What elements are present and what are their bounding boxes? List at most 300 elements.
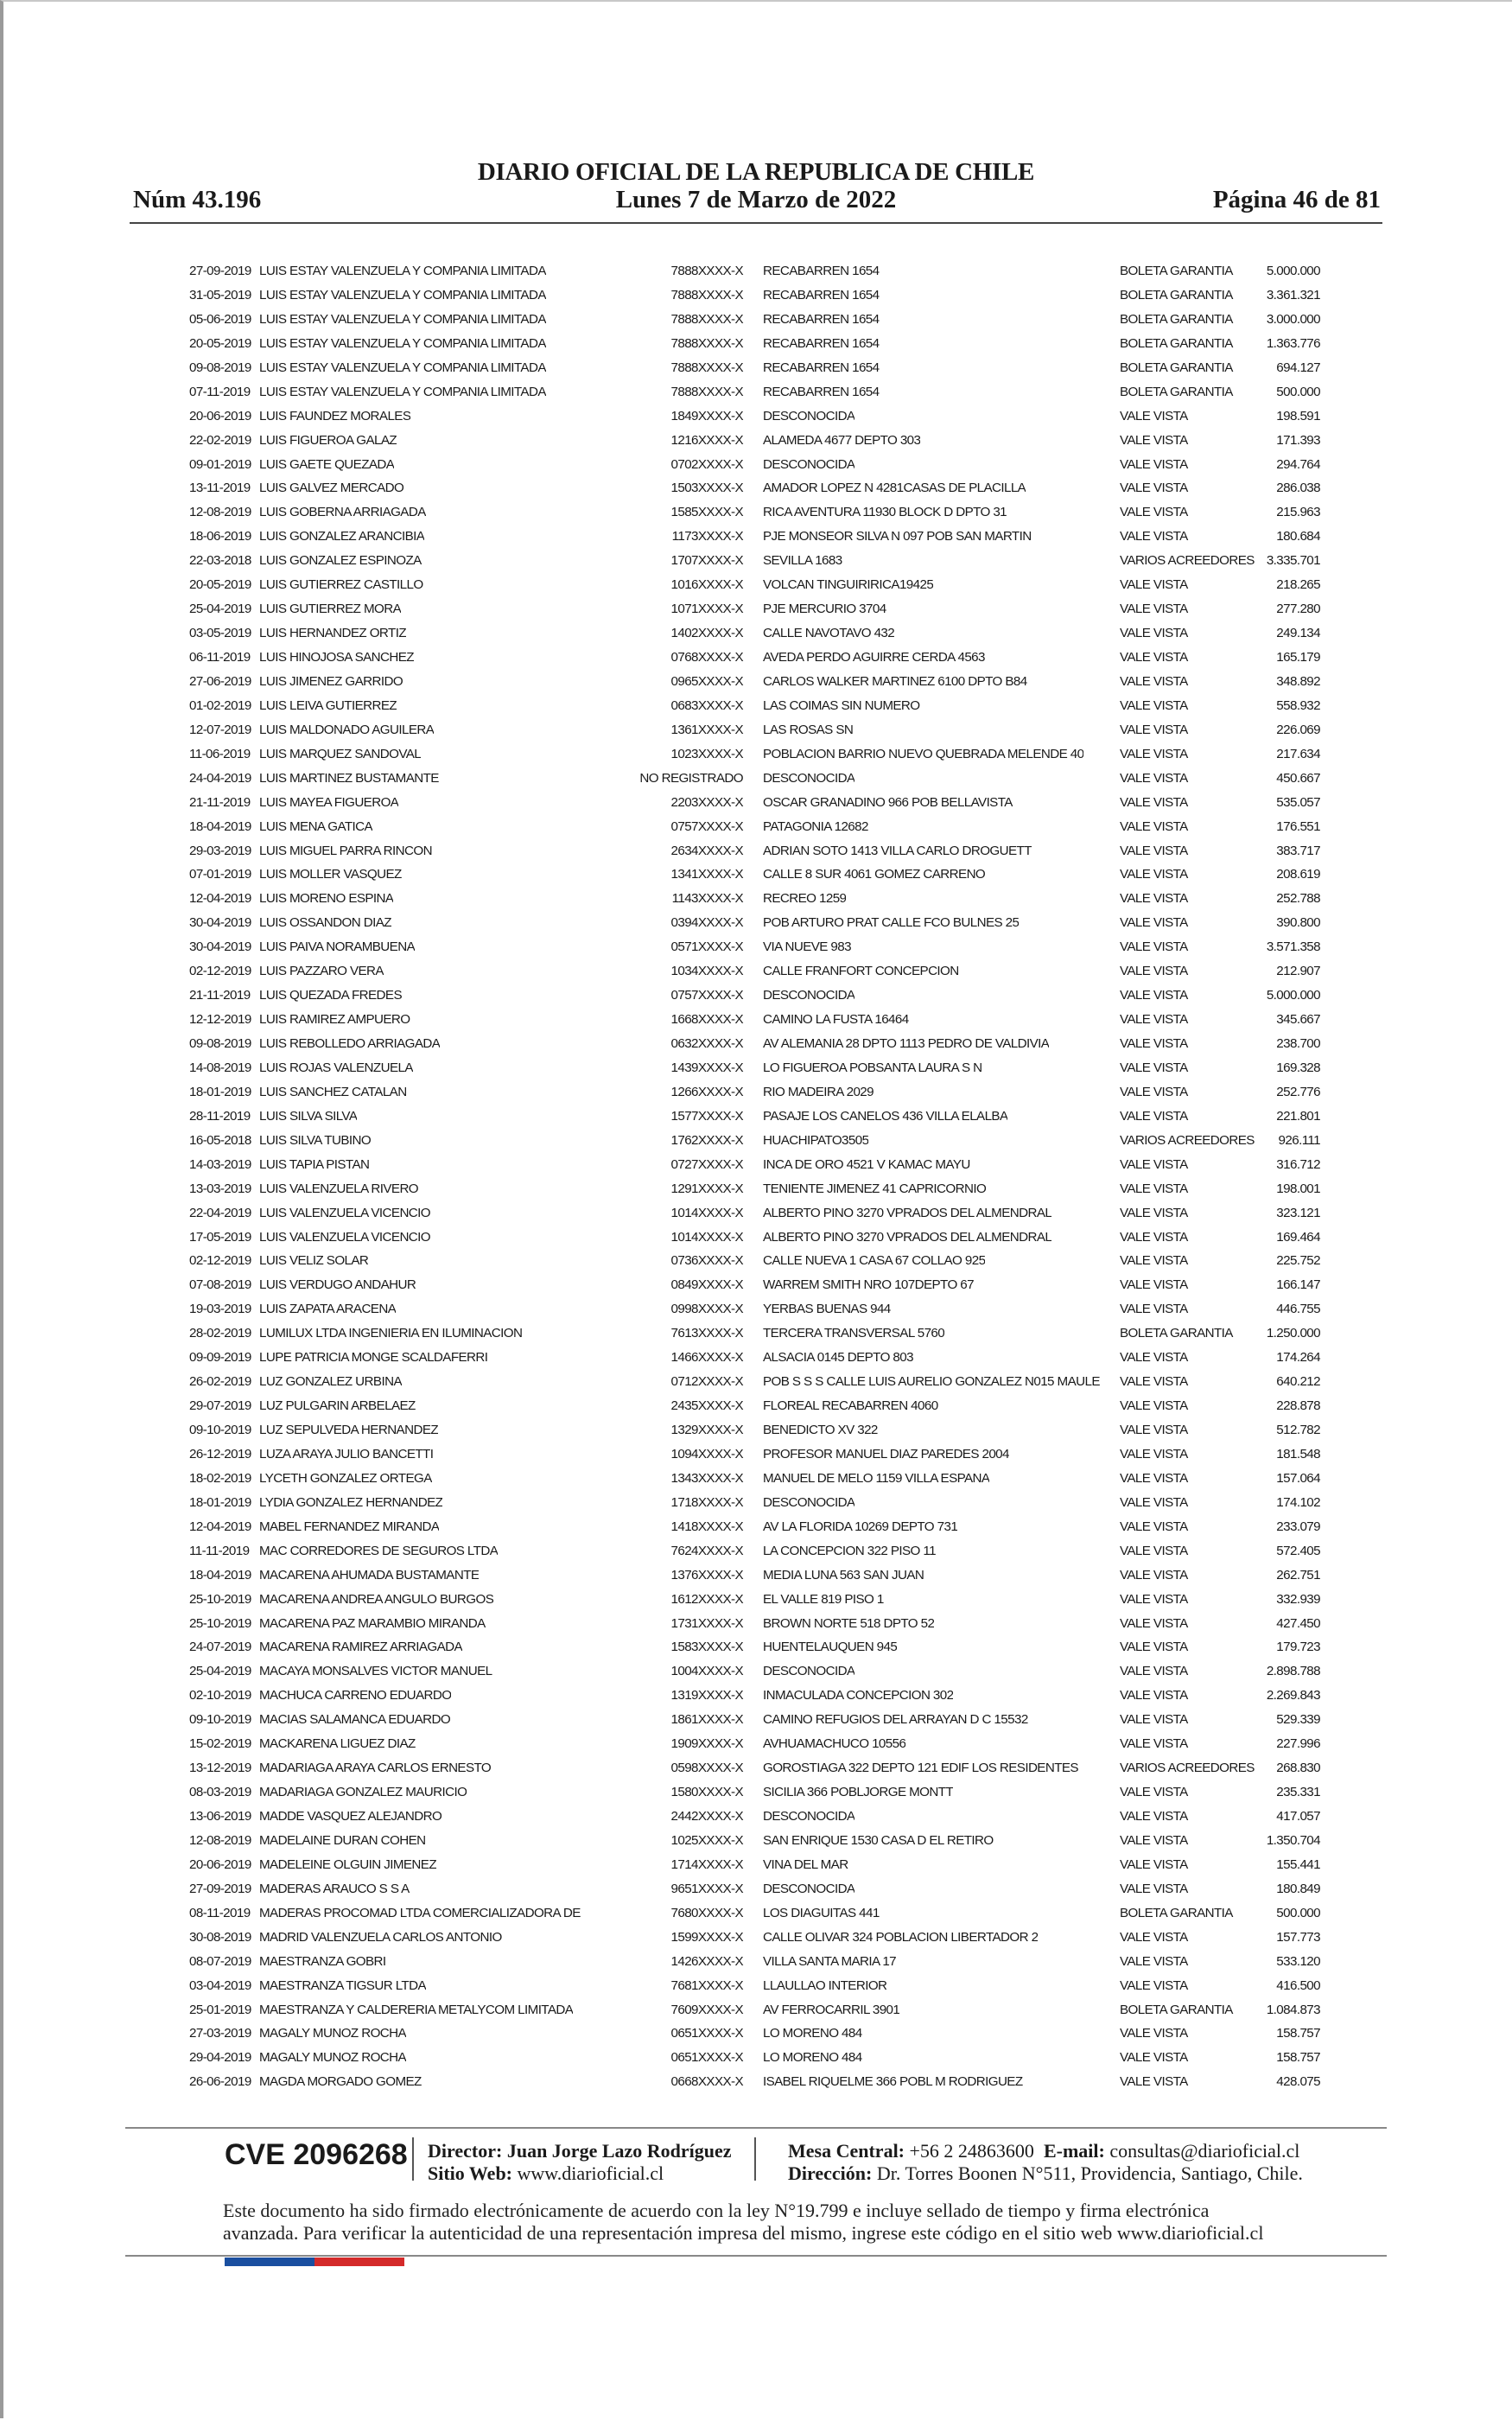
table-row bbox=[0, 1297, 1512, 1321]
record-rut: 1291XXXX-X bbox=[670, 1181, 743, 1196]
record-date: 07-08-2019 bbox=[189, 1277, 251, 1293]
table-row bbox=[0, 453, 1512, 477]
record-type: VALE VISTA bbox=[1120, 1036, 1188, 1051]
record-amount: 215.963 bbox=[1276, 505, 1320, 520]
page-indicator: Página 46 de 81 bbox=[1212, 186, 1381, 213]
table-row bbox=[0, 1249, 1512, 1273]
record-type: VALE VISTA bbox=[1120, 1302, 1188, 1317]
record-amount: 225.752 bbox=[1276, 1253, 1320, 1269]
record-date: 12-07-2019 bbox=[189, 722, 251, 737]
record-type: BOLETA GARANTIA bbox=[1120, 335, 1233, 351]
record-name: LUMILUX LTDA INGENIERIA EN ILUMINACION bbox=[259, 1326, 523, 1341]
table-row bbox=[0, 1635, 1512, 1659]
record-type: VALE VISTA bbox=[1120, 1229, 1188, 1245]
record-amount: 5.000.000 bbox=[1266, 988, 1320, 1003]
record-rut: 7680XXXX-X bbox=[670, 1905, 743, 1920]
record-name: LUIS TAPIA PISTAN bbox=[259, 1156, 370, 1172]
mesa-phone: +56 2 24863600 bbox=[909, 2140, 1034, 2162]
record-date: 25-10-2019 bbox=[189, 1615, 251, 1631]
record-address: DESCONOCIDA bbox=[763, 988, 855, 1003]
table-row bbox=[0, 935, 1512, 959]
record-name: MACARENA ANDREA ANGULO BURGOS bbox=[259, 1591, 494, 1607]
record-rut: 1503XXXX-X bbox=[670, 481, 743, 496]
record-date: 07-11-2019 bbox=[189, 384, 251, 399]
record-name: LUZ GONZALEZ URBINA bbox=[259, 1374, 402, 1390]
record-date: 12-04-2019 bbox=[189, 891, 251, 907]
record-name: LUIS SANCHEZ CATALAN bbox=[259, 1084, 407, 1099]
record-amount: 169.464 bbox=[1276, 1229, 1320, 1245]
record-amount: 277.280 bbox=[1276, 602, 1320, 617]
record-name: LUIS HINOJOSA SANCHEZ bbox=[259, 650, 414, 665]
table-row bbox=[0, 1926, 1512, 1950]
record-address: LO FIGUEROA POBSANTA LAURA S N bbox=[763, 1060, 982, 1075]
record-date: 09-01-2019 bbox=[189, 456, 251, 472]
record-rut: 1849XXXX-X bbox=[670, 408, 743, 424]
record-type: VALE VISTA bbox=[1120, 867, 1188, 882]
record-date: 18-01-2019 bbox=[189, 1494, 251, 1510]
record-name: LUIS GUTIERREZ MORA bbox=[259, 602, 402, 617]
record-name: LUIS FIGUEROA GALAZ bbox=[259, 432, 397, 448]
record-date: 31-05-2019 bbox=[189, 287, 251, 302]
record-rut: 1173XXXX-X bbox=[671, 529, 743, 544]
record-address: ALBERTO PINO 3270 VPRADOS DEL ALMENDRAL bbox=[763, 1205, 1052, 1220]
record-address: LAS ROSAS SN bbox=[763, 722, 854, 737]
record-amount: 450.667 bbox=[1276, 770, 1320, 786]
record-name: MADDE VASQUEZ ALEJANDRO bbox=[259, 1809, 442, 1824]
table-row bbox=[0, 1829, 1512, 1853]
record-rut: 1361XXXX-X bbox=[670, 722, 743, 737]
record-date: 09-10-2019 bbox=[189, 1712, 251, 1728]
site-link[interactable]: www.diarioficial.cl bbox=[517, 2162, 664, 2184]
record-name: LUIS ESTAY VALENZUELA Y COMPANIA LIMITADA bbox=[259, 287, 546, 302]
record-address: POBLACION BARRIO NUEVO QUEBRADA MELENDE 40 bbox=[763, 746, 1084, 761]
issue-number: Núm 43.196 bbox=[133, 186, 262, 213]
record-amount: 176.551 bbox=[1276, 818, 1320, 834]
record-address: POB ARTURO PRAT CALLE FCO BULNES 25 bbox=[763, 915, 1020, 931]
table-row bbox=[0, 1805, 1512, 1829]
record-name: LUIS GONZALEZ ESPINOZA bbox=[259, 553, 422, 569]
record-type: VALE VISTA bbox=[1120, 1519, 1188, 1534]
record-type: VALE VISTA bbox=[1120, 843, 1188, 858]
record-amount: 529.339 bbox=[1276, 1712, 1320, 1728]
record-amount: 221.801 bbox=[1276, 1108, 1320, 1124]
record-type: VALE VISTA bbox=[1120, 1398, 1188, 1414]
record-amount: 227.996 bbox=[1276, 1736, 1320, 1752]
record-date: 21-11-2019 bbox=[189, 794, 251, 810]
record-name: LUIS GALVEZ MERCADO bbox=[259, 481, 404, 496]
table-row bbox=[0, 1201, 1512, 1226]
record-name: LUIS VALENZUELA VICENCIO bbox=[259, 1229, 431, 1245]
record-rut: 0394XXXX-X bbox=[670, 915, 743, 931]
record-amount: 383.717 bbox=[1276, 843, 1320, 858]
record-amount: 157.773 bbox=[1276, 1929, 1320, 1945]
record-address: HUACHIPATO3505 bbox=[763, 1132, 869, 1148]
record-date: 18-01-2019 bbox=[189, 1084, 251, 1099]
record-name: MADELEINE OLGUIN JIMENEZ bbox=[259, 1856, 437, 1872]
record-type: BOLETA GARANTIA bbox=[1120, 1905, 1233, 1920]
mesa-label: Mesa Central: bbox=[788, 2140, 905, 2162]
record-amount: 345.667 bbox=[1276, 1012, 1320, 1028]
record-date: 18-04-2019 bbox=[189, 818, 251, 834]
record-name: LUPE PATRICIA MONGE SCALDAFERRI bbox=[259, 1350, 488, 1366]
record-rut: 1343XXXX-X bbox=[670, 1470, 743, 1486]
record-amount: 390.800 bbox=[1276, 915, 1320, 931]
record-date: 11-11-2019 bbox=[189, 1543, 250, 1558]
record-rut: 7888XXXX-X bbox=[670, 360, 743, 375]
record-date: 09-08-2019 bbox=[189, 1036, 251, 1051]
record-address: INMACULADA CONCEPCION 302 bbox=[763, 1688, 954, 1704]
record-address: RECABARREN 1654 bbox=[763, 360, 880, 375]
record-rut: 1731XXXX-X bbox=[670, 1615, 743, 1631]
record-rut: 1376XXXX-X bbox=[670, 1567, 743, 1583]
record-rut: 1762XXXX-X bbox=[670, 1132, 743, 1148]
table-row bbox=[0, 2022, 1512, 2046]
record-address: DESCONOCIDA bbox=[763, 1664, 855, 1679]
record-date: 08-03-2019 bbox=[189, 1785, 251, 1800]
record-rut: 2435XXXX-X bbox=[670, 1398, 743, 1414]
record-rut: 0702XXXX-X bbox=[670, 456, 743, 472]
record-name: LUIS PAZZARO VERA bbox=[259, 964, 384, 979]
record-type: VALE VISTA bbox=[1120, 1785, 1188, 1800]
table-row bbox=[0, 1491, 1512, 1515]
record-type: VALE VISTA bbox=[1120, 408, 1188, 424]
record-type: VALE VISTA bbox=[1120, 746, 1188, 761]
record-name: MABEL FERNANDEZ MIRANDA bbox=[259, 1519, 440, 1534]
records-table bbox=[0, 259, 1512, 2094]
record-rut: 1319XXXX-X bbox=[670, 1688, 743, 1704]
record-date: 01-02-2019 bbox=[189, 697, 251, 713]
record-date: 28-11-2019 bbox=[189, 1108, 251, 1124]
legal-line: Este documento ha sido firmado electrónicamente de acuerdo con la ley N°19.799 e incluye sellado de tiempo y firma electrónica bbox=[223, 2200, 1210, 2221]
table-row bbox=[0, 1056, 1512, 1080]
record-date: 27-09-2019 bbox=[189, 1881, 251, 1896]
record-rut: 1583XXXX-X bbox=[670, 1640, 743, 1655]
record-type: VALE VISTA bbox=[1120, 818, 1188, 834]
record-address: VILLA SANTA MARIA 17 bbox=[763, 1953, 897, 1969]
publication-date: Lunes 7 de Marzo de 2022 bbox=[615, 186, 897, 213]
record-name: MADERAS PROCOMAD LTDA COMERCIALIZADORA DE bbox=[259, 1905, 581, 1920]
record-rut: 1909XXXX-X bbox=[670, 1736, 743, 1752]
footer-separator bbox=[754, 2137, 756, 2181]
record-address: AV FERROCARRIL 3901 bbox=[763, 2002, 900, 2017]
table-row bbox=[0, 1177, 1512, 1201]
record-rut: 1439XXXX-X bbox=[670, 1060, 743, 1075]
email-link[interactable]: consultas@diarioficial.cl bbox=[1109, 2140, 1300, 2162]
record-address: CALLE NAVOTAVO 432 bbox=[763, 626, 895, 641]
record-amount: 294.764 bbox=[1276, 456, 1320, 472]
record-type: BOLETA GARANTIA bbox=[1120, 384, 1233, 399]
table-row bbox=[0, 1153, 1512, 1177]
record-date: 21-11-2019 bbox=[189, 988, 251, 1003]
record-name: LUIS MIGUEL PARRA RINCON bbox=[259, 843, 432, 858]
record-date: 15-02-2019 bbox=[189, 1736, 251, 1752]
record-rut: 7624XXXX-X bbox=[670, 1543, 743, 1558]
legal-notice bbox=[223, 2200, 1294, 2245]
record-amount: 226.069 bbox=[1276, 722, 1320, 737]
table-row bbox=[0, 1467, 1512, 1491]
table-row bbox=[0, 839, 1512, 863]
record-name: LUIS SILVA SILVA bbox=[259, 1108, 358, 1124]
record-rut: 1707XXXX-X bbox=[670, 553, 743, 569]
record-amount: 198.591 bbox=[1276, 408, 1320, 424]
record-rut: 1612XXXX-X bbox=[670, 1591, 743, 1607]
record-type: VALE VISTA bbox=[1120, 602, 1188, 617]
record-amount: 180.849 bbox=[1276, 1881, 1320, 1896]
record-amount: 428.075 bbox=[1276, 2074, 1320, 2090]
record-amount: 535.057 bbox=[1276, 794, 1320, 810]
record-amount: 3.361.321 bbox=[1266, 287, 1320, 302]
table-row bbox=[0, 694, 1512, 718]
record-rut: 2442XXXX-X bbox=[670, 1809, 743, 1824]
record-rut: 0712XXXX-X bbox=[670, 1374, 743, 1390]
record-rut: NO REGISTRADO bbox=[639, 770, 743, 786]
record-amount: 155.441 bbox=[1276, 1856, 1320, 1872]
record-name: LUIS ESTAY VALENZUELA Y COMPANIA LIMITADA bbox=[259, 335, 546, 351]
record-rut: 1580XXXX-X bbox=[670, 1785, 743, 1800]
record-name: MAGDA MORGADO GOMEZ bbox=[259, 2074, 422, 2090]
record-date: 18-06-2019 bbox=[189, 529, 251, 544]
record-date: 27-06-2019 bbox=[189, 673, 251, 689]
record-type: VALE VISTA bbox=[1120, 794, 1188, 810]
record-type: VALE VISTA bbox=[1120, 1084, 1188, 1099]
record-rut: 1426XXXX-X bbox=[670, 1953, 743, 1969]
record-rut: 1418XXXX-X bbox=[670, 1519, 743, 1534]
record-rut: 1718XXXX-X bbox=[670, 1494, 743, 1510]
record-name: LUIS MARQUEZ SANDOVAL bbox=[259, 746, 422, 761]
table-row bbox=[0, 1853, 1512, 1877]
record-name: MADELAINE DURAN COHEN bbox=[259, 1832, 426, 1848]
record-address: LO MORENO 484 bbox=[763, 2050, 862, 2066]
record-address: VIA NUEVE 983 bbox=[763, 939, 851, 955]
record-type: VALE VISTA bbox=[1120, 673, 1188, 689]
flag-stripe bbox=[225, 2258, 404, 2266]
record-name: LUIS ZAPATA ARACENA bbox=[259, 1302, 397, 1317]
record-amount: 500.000 bbox=[1276, 1905, 1320, 1920]
table-row bbox=[0, 1321, 1512, 1346]
record-name: LUIS RAMIREZ AMPUERO bbox=[259, 1012, 410, 1028]
record-name: MACIAS SALAMANCA EDUARDO bbox=[259, 1712, 451, 1728]
footer-divider-top bbox=[125, 2127, 1387, 2129]
record-type: VALE VISTA bbox=[1120, 1181, 1188, 1196]
record-name: LUIS ESTAY VALENZUELA Y COMPANIA LIMITADA bbox=[259, 264, 546, 278]
record-type: VALE VISTA bbox=[1120, 1688, 1188, 1704]
record-address: DESCONOCIDA bbox=[763, 456, 855, 472]
record-address: LA CONCEPCION 322 PISO 11 bbox=[763, 1543, 936, 1558]
record-date: 24-07-2019 bbox=[189, 1640, 251, 1655]
record-date: 20-05-2019 bbox=[189, 335, 251, 351]
table-row bbox=[0, 1515, 1512, 1539]
table-row bbox=[0, 959, 1512, 984]
record-address: ADRIAN SOTO 1413 VILLA CARLO DROGUETT bbox=[763, 843, 1032, 858]
record-type: BOLETA GARANTIA bbox=[1120, 360, 1233, 375]
record-type: VALE VISTA bbox=[1120, 577, 1188, 593]
record-date: 20-05-2019 bbox=[189, 577, 251, 593]
record-name: LUIS QUEZADA FREDES bbox=[259, 988, 402, 1003]
record-rut: 1034XXXX-X bbox=[670, 964, 743, 979]
publication-title: DIARIO OFICIAL DE LA REPUBLICA DE CHILE bbox=[477, 158, 1035, 186]
record-type: VALE VISTA bbox=[1120, 626, 1188, 641]
record-rut: 1143XXXX-X bbox=[671, 891, 743, 907]
record-type: VALE VISTA bbox=[1120, 1446, 1188, 1462]
record-name: MACARENA RAMIREZ ARRIAGADA bbox=[259, 1640, 463, 1655]
record-rut: 1014XXXX-X bbox=[670, 1229, 743, 1245]
record-name: MADERAS ARAUCO S S A bbox=[259, 1881, 410, 1896]
record-date: 20-06-2019 bbox=[189, 408, 251, 424]
record-amount: 217.634 bbox=[1276, 746, 1320, 761]
record-address: HUENTELAUQUEN 945 bbox=[763, 1640, 898, 1655]
record-name: LUIS HERNANDEZ ORTIZ bbox=[259, 626, 406, 641]
record-date: 19-03-2019 bbox=[189, 1302, 251, 1317]
record-address: AVHUAMACHUCO 10556 bbox=[763, 1736, 906, 1752]
record-rut: 1402XXXX-X bbox=[670, 626, 743, 641]
record-amount: 171.393 bbox=[1276, 432, 1320, 448]
record-rut: 0571XXXX-X bbox=[670, 939, 743, 955]
record-date: 12-12-2019 bbox=[189, 1012, 251, 1028]
record-type: VALE VISTA bbox=[1120, 1277, 1188, 1293]
record-name: LUIS VELIZ SOLAR bbox=[259, 1253, 369, 1269]
record-type: BOLETA GARANTIA bbox=[1120, 287, 1233, 302]
record-type: VALE VISTA bbox=[1120, 1350, 1188, 1366]
table-row bbox=[0, 308, 1512, 332]
table-row bbox=[0, 1612, 1512, 1636]
record-name: LUIS ESTAY VALENZUELA Y COMPANIA LIMITADA bbox=[259, 311, 546, 327]
table-row bbox=[0, 1877, 1512, 1901]
record-date: 12-08-2019 bbox=[189, 505, 251, 520]
record-date: 03-04-2019 bbox=[189, 1977, 251, 1993]
record-amount: 5.000.000 bbox=[1266, 264, 1320, 278]
record-type: VALE VISTA bbox=[1120, 891, 1188, 907]
record-rut: 1025XXXX-X bbox=[670, 1832, 743, 1848]
record-date: 25-04-2019 bbox=[189, 602, 251, 617]
record-date: 28-02-2019 bbox=[189, 1326, 251, 1341]
record-date: 25-04-2019 bbox=[189, 1664, 251, 1679]
record-amount: 238.700 bbox=[1276, 1036, 1320, 1051]
table-row bbox=[0, 1780, 1512, 1805]
record-address: RECABARREN 1654 bbox=[763, 335, 880, 351]
record-name: LUIS VALENZUELA RIVERO bbox=[259, 1181, 419, 1196]
record-type: VALE VISTA bbox=[1120, 988, 1188, 1003]
record-address: DESCONOCIDA bbox=[763, 408, 855, 424]
record-amount: 427.450 bbox=[1276, 1615, 1320, 1631]
record-date: 11-06-2019 bbox=[189, 746, 251, 761]
record-rut: 1023XXXX-X bbox=[670, 746, 743, 761]
record-date: 26-06-2019 bbox=[189, 2074, 251, 2090]
table-row bbox=[0, 1974, 1512, 1998]
table-row bbox=[0, 863, 1512, 887]
table-row bbox=[0, 1105, 1512, 1129]
record-amount: 694.127 bbox=[1276, 360, 1320, 375]
record-amount: 218.265 bbox=[1276, 577, 1320, 593]
table-row bbox=[0, 791, 1512, 815]
record-name: LUIS GAETE QUEZADA bbox=[259, 456, 395, 472]
record-address: AV ALEMANIA 28 DPTO 1113 PEDRO DE VALDIVIA bbox=[763, 1036, 1050, 1051]
record-amount: 512.782 bbox=[1276, 1423, 1320, 1437]
record-date: 14-03-2019 bbox=[189, 1156, 251, 1172]
record-date: 30-04-2019 bbox=[189, 915, 251, 931]
record-date: 29-07-2019 bbox=[189, 1398, 251, 1414]
table-row bbox=[0, 356, 1512, 380]
director-label: Director: bbox=[428, 2140, 503, 2162]
record-type: VALE VISTA bbox=[1120, 1736, 1188, 1752]
record-rut: 0849XXXX-X bbox=[670, 1277, 743, 1293]
record-address: EL VALLE 819 PISO 1 bbox=[763, 1591, 884, 1607]
record-address: DESCONOCIDA bbox=[763, 770, 855, 786]
record-date: 09-09-2019 bbox=[189, 1350, 251, 1366]
record-amount: 640.212 bbox=[1276, 1374, 1320, 1390]
record-address: GOROSTIAGA 322 DEPTO 121 EDIF LOS RESIDENTES bbox=[763, 1761, 1078, 1776]
record-amount: 1.250.000 bbox=[1266, 1326, 1320, 1341]
record-amount: 533.120 bbox=[1276, 1953, 1320, 1969]
record-name: LUIS MARTINEZ BUSTAMANTE bbox=[259, 770, 439, 786]
table-row bbox=[0, 1539, 1512, 1563]
record-date: 25-01-2019 bbox=[189, 2002, 251, 2017]
record-address: DESCONOCIDA bbox=[763, 1809, 855, 1824]
address-label: Dirección: bbox=[788, 2162, 873, 2184]
record-date: 26-02-2019 bbox=[189, 1374, 251, 1390]
record-rut: 0757XXXX-X bbox=[670, 818, 743, 834]
record-date: 29-03-2019 bbox=[189, 843, 251, 858]
record-name: LUZ PULGARIN ARBELAEZ bbox=[259, 1398, 416, 1414]
record-date: 09-08-2019 bbox=[189, 360, 251, 375]
record-date: 13-12-2019 bbox=[189, 1761, 251, 1776]
contact-block bbox=[788, 2140, 1303, 2185]
record-type: VALE VISTA bbox=[1120, 1640, 1188, 1655]
record-name: LUIS VERDUGO ANDAHUR bbox=[259, 1277, 416, 1293]
record-type: VALE VISTA bbox=[1120, 1591, 1188, 1607]
record-rut: 1341XXXX-X bbox=[670, 867, 743, 882]
record-address: RECREO 1259 bbox=[763, 891, 847, 907]
record-amount: 332.939 bbox=[1276, 1591, 1320, 1607]
record-address: WARREM SMITH NRO 107DEPTO 67 bbox=[763, 1277, 974, 1293]
site-label: Sitio Web: bbox=[428, 2162, 513, 2184]
record-name: LUIS MENA GATICA bbox=[259, 818, 373, 834]
record-address: RECABARREN 1654 bbox=[763, 311, 880, 327]
record-type: VALE VISTA bbox=[1120, 456, 1188, 472]
record-rut: 1466XXXX-X bbox=[670, 1350, 743, 1366]
record-date: 17-05-2019 bbox=[189, 1229, 251, 1245]
record-name: LUZ SEPULVEDA HERNANDEZ bbox=[259, 1423, 439, 1437]
record-address: ALSACIA 0145 DEPTO 803 bbox=[763, 1350, 913, 1366]
record-type: VARIOS ACREEDORES bbox=[1120, 1132, 1255, 1148]
record-name: LUIS MORENO ESPINA bbox=[259, 891, 394, 907]
record-rut: 9651XXXX-X bbox=[670, 1881, 743, 1896]
record-type: VALE VISTA bbox=[1120, 1809, 1188, 1824]
table-row bbox=[0, 718, 1512, 742]
record-date: 14-08-2019 bbox=[189, 1060, 251, 1075]
record-rut: 7681XXXX-X bbox=[670, 1977, 743, 1993]
footer-separator bbox=[412, 2137, 414, 2181]
table-row bbox=[0, 1732, 1512, 1756]
record-name: LUIS ESTAY VALENZUELA Y COMPANIA LIMITADA bbox=[259, 384, 546, 399]
table-row bbox=[0, 597, 1512, 621]
table-row bbox=[0, 1442, 1512, 1467]
record-amount: 2.269.843 bbox=[1266, 1688, 1320, 1704]
record-type: BOLETA GARANTIA bbox=[1120, 1326, 1233, 1341]
table-row bbox=[0, 1129, 1512, 1153]
record-amount: 165.179 bbox=[1276, 650, 1320, 665]
record-address: VOLCAN TINGUIRIRICA19425 bbox=[763, 577, 934, 593]
record-amount: 181.548 bbox=[1276, 1446, 1320, 1462]
record-date: 05-06-2019 bbox=[189, 311, 251, 327]
record-amount: 169.328 bbox=[1276, 1060, 1320, 1075]
table-row bbox=[0, 283, 1512, 308]
record-rut: 1071XXXX-X bbox=[670, 602, 743, 617]
record-name: MADARIAGA GONZALEZ MAURICIO bbox=[259, 1785, 467, 1800]
record-amount: 174.264 bbox=[1276, 1350, 1320, 1366]
record-date: 30-08-2019 bbox=[189, 1929, 251, 1945]
record-address: AVEDA PERDO AGUIRRE CERDA 4563 bbox=[763, 650, 985, 665]
record-rut: 2203XXXX-X bbox=[670, 794, 743, 810]
